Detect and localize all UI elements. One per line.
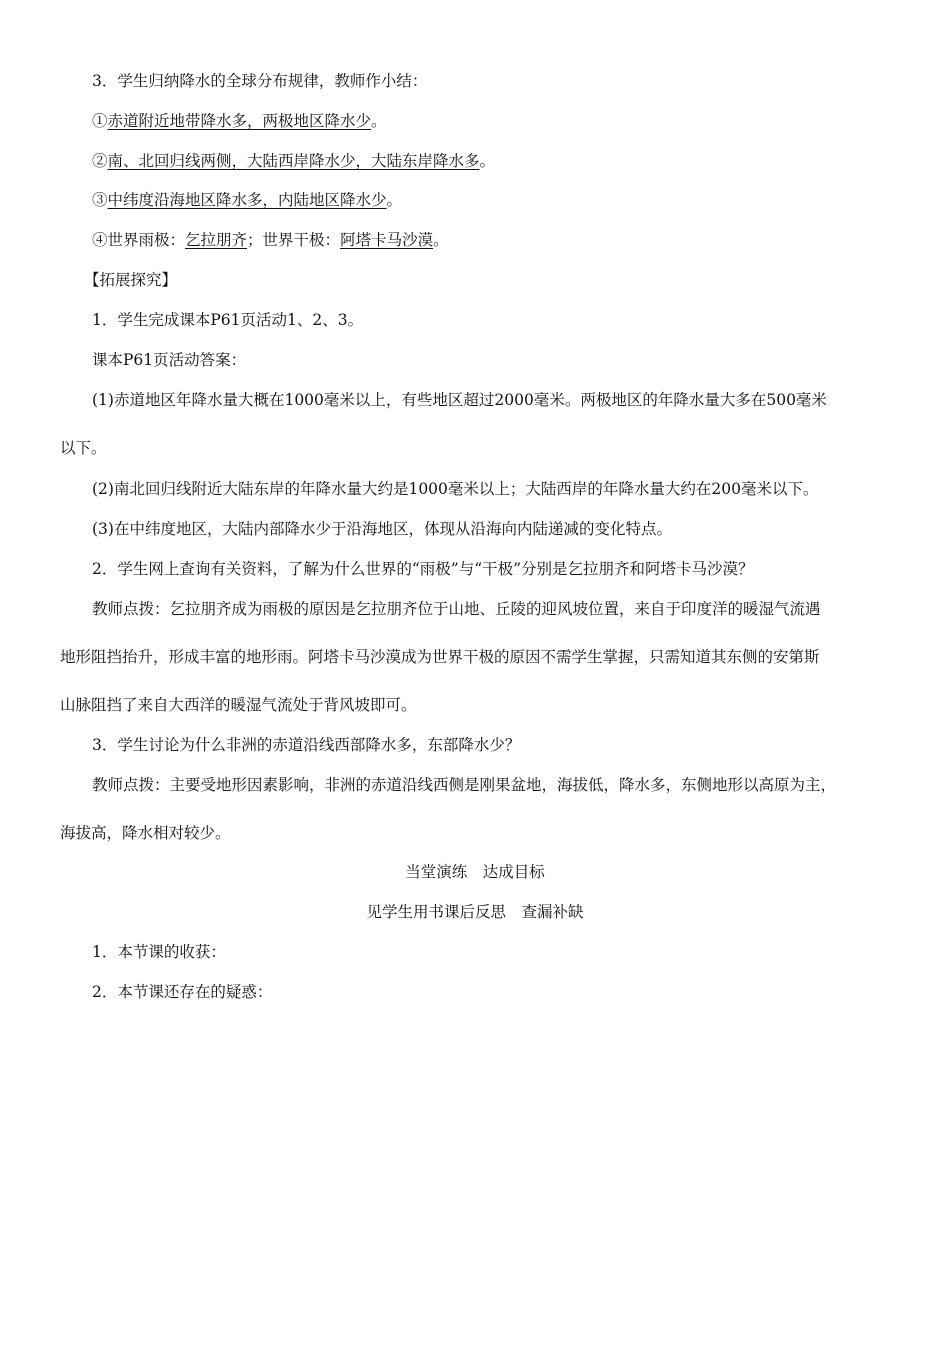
practice-heading: 当堂演练 达成目标: [405, 863, 545, 881]
extension-heading: 【拓展探究】: [84, 271, 178, 289]
answer-2: (2)南北回归线附近大陆东岸的年降水量大约是1000毫米以上；大陆西岸的年降水量大约在200毫米以下。: [92, 480, 819, 498]
extension-item-1: 1．学生完成课本P61页活动1、2、3。: [92, 311, 364, 329]
extension-item-2: 2．学生网上查询有关资料，了解为什么世界的“雨极”与“干极”分别是乞拉朋齐和阿塔卡马沙漠？: [92, 560, 754, 578]
teacher-tip-1-line-3: 山脉阻挡了来自大西洋的暖湿气流处于背风坡即可。: [60, 696, 417, 714]
teacher-tip-1-line-2: 地形阻挡抬升，形成丰富的地形雨。阿塔卡马沙漠成为世界干极的原因不需学生掌握，只需知道其东侧的安第斯: [60, 648, 820, 666]
rule-2: ②南、北回归线两侧，大陆西岸降水少，大陆东岸降水多。: [92, 152, 496, 170]
answer-1-line-2: 以下。: [60, 439, 107, 457]
reflection-question-2: 2．本节课还存在的疑惑：: [92, 983, 273, 1001]
rule-4: ④世界雨极：乞拉朋齐；世界干极：阿塔卡马沙漠。: [92, 231, 449, 249]
answers-heading: 课本P61页活动答案：: [92, 351, 247, 369]
teacher-tip-2-line-2: 海拔高，降水相对较少。: [60, 824, 231, 842]
rule-1-mark: ①: [92, 112, 108, 130]
reflection-heading: 见学生用书课后反思 查漏补缺: [366, 903, 584, 921]
extension-item-3: 3．学生讨论为什么非洲的赤道沿线西部降水多，东部降水少？: [92, 736, 521, 754]
rule-2-mark: ②: [92, 152, 108, 170]
rule-3-mark: ③: [92, 191, 108, 209]
wet-pole-answer: 乞拉朋齐: [185, 231, 248, 249]
answer-3: (3)在中纬度地区，大陆内部降水少于沿海地区，体现从沿海向内陆递减的变化特点。: [92, 520, 672, 538]
reflection-question-1: 1．本节课的收获：: [92, 943, 226, 961]
answer-1-line-1: (1)赤道地区年降水量大概在1000毫米以上，有些地区超过2000毫米。两极地区的年降水量大多在500毫米: [92, 391, 827, 409]
rule-1: ①赤道附近地带降水多，两极地区降水少。: [92, 112, 387, 130]
rule-1-answer: 赤道附近地带降水多，两极地区降水少: [107, 112, 372, 130]
rule-3-answer: 中纬度沿海地区降水多，内陆地区降水少: [107, 191, 387, 209]
teacher-tip-1-line-1: 教师点拨：乞拉朋齐成为雨极的原因是乞拉朋齐位于山地、丘陵的迎风坡位置，来自于印度洋的暖湿气流遇: [92, 600, 821, 618]
teacher-tip-2-line-1: 教师点拨：主要受地形因素影响，非洲的赤道沿线西侧是刚果盆地，海拔低，降水多，东侧地形以高原为主，: [92, 776, 837, 794]
rule-2-answer: 南、北回归线两侧，大陆西岸降水少，大陆东岸降水多: [107, 152, 480, 170]
rule-3: ③中纬度沿海地区降水多，内陆地区降水少。: [92, 191, 403, 209]
rule-4-mark: ④: [92, 231, 108, 249]
dry-pole-answer: 阿塔卡马沙漠: [340, 231, 434, 249]
summary-heading: 3．学生归纳降水的全球分布规律，教师作小结：: [92, 72, 428, 90]
